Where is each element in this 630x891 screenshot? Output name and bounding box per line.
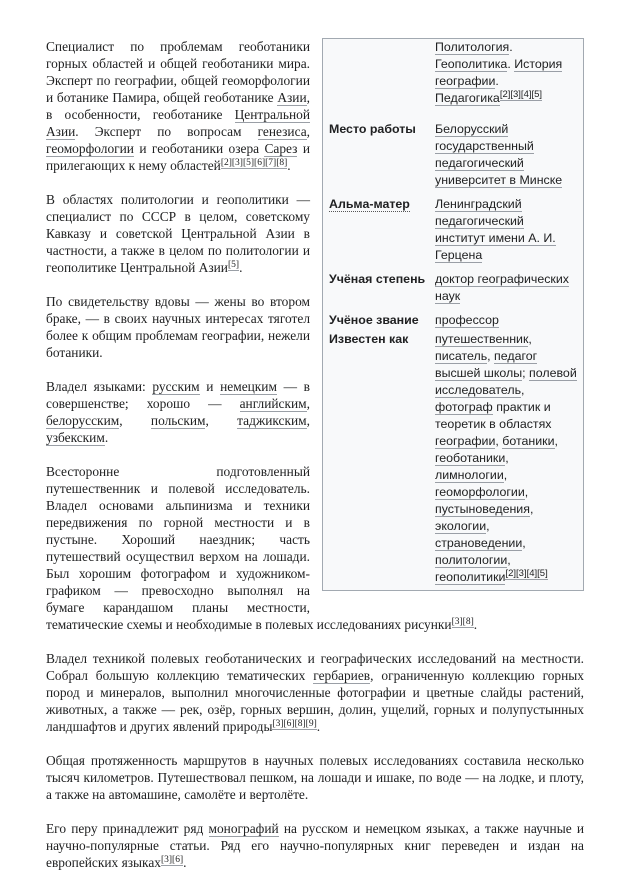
infobox-label: Место работы — [329, 122, 416, 136]
text-run: практик и теоретик в областях — [435, 400, 552, 431]
wiki-link[interactable]: Ленинградский педагогический институт имени А. И. Герцена — [435, 197, 556, 262]
wiki-link[interactable]: монографий — [208, 821, 279, 836]
infobox-value — [435, 312, 577, 329]
citation-ref[interactable]: [3][8] — [451, 616, 474, 627]
text-run: и — [199, 379, 221, 394]
citation-ref[interactable]: [2][3][5][6][7][8] — [220, 157, 288, 168]
text-run: и прилегающих к нему областей — [46, 141, 311, 173]
wiki-link[interactable]: Политология — [435, 40, 510, 54]
text-run: Владел техникой полевых геоботанических и географических исследований на местности. Собрал большую коллекцию тематических — [46, 651, 584, 683]
text-run: . — [316, 719, 321, 734]
text-run: . — [509, 40, 513, 54]
infobox-row-known-for — [329, 331, 577, 586]
infobox-value — [435, 121, 577, 189]
wiki-link[interactable]: лимнологии — [435, 468, 504, 482]
citation-ref[interactable]: [5] — [227, 259, 240, 270]
wiki-link[interactable]: страноведении — [435, 536, 523, 550]
text-run: , — [486, 519, 490, 533]
text-run: , — [529, 502, 534, 516]
text-run: на русском и немецком языках, а также научные и научно-популярные статьи. Ряд его научно-популярных книг переведен и издан на европейских языках — [46, 821, 584, 870]
wiki-link[interactable]: геополитики — [435, 570, 506, 584]
wiki-link[interactable]: геоморфологии — [46, 141, 134, 156]
text-run: . — [495, 74, 499, 88]
text-run: , — [306, 124, 310, 139]
text-run: , — [503, 468, 508, 482]
text-run: — в совершенстве; хорошо — — [46, 379, 310, 411]
wiki-link[interactable]: педагог высшей школы — [435, 349, 538, 380]
text-run: , — [505, 451, 509, 465]
wiki-link[interactable]: Сарез — [264, 141, 298, 156]
text-run: , в особенности, геоботанике — [46, 90, 310, 122]
wiki-link[interactable]: генезиса — [257, 124, 307, 139]
wiki-link[interactable]: таджикским — [237, 413, 307, 428]
infobox-row-interests — [329, 39, 577, 107]
wiki-link[interactable]: немецким — [220, 379, 277, 394]
text-run: . Эксперт по вопросам — [75, 124, 258, 139]
infobox-interests-value — [435, 39, 577, 107]
wiki-link[interactable]: профессор — [435, 313, 499, 327]
wiki-link[interactable]: доктор географических наук — [435, 272, 569, 303]
wiki-link[interactable]: пустыноведения — [435, 502, 530, 516]
infobox-value — [435, 331, 577, 586]
text-run: . — [507, 57, 515, 71]
text-run: Его перу принадлежит ряд — [46, 821, 209, 836]
wiki-link[interactable]: писатель — [435, 349, 488, 363]
infobox-row-degree — [329, 271, 577, 305]
paragraph-publications — [46, 820, 584, 871]
wiki-link[interactable]: Белорусский государственный педагогический университет в Минске — [435, 122, 563, 187]
wiki-link[interactable]: Геополитика — [435, 57, 508, 71]
wiki-link[interactable]: путешественник — [435, 332, 529, 346]
text-run: , — [119, 413, 151, 428]
citation-ref[interactable]: [2][3][4][5] — [505, 567, 548, 579]
wiki-link[interactable]: географии — [435, 434, 496, 448]
wiki-link[interactable]: английским — [239, 396, 307, 411]
wiki-link[interactable]: геоботаники — [435, 451, 506, 465]
wiki-link[interactable]: Азии — [277, 90, 307, 105]
infobox-label-empty — [329, 39, 435, 107]
wiki-link[interactable]: экологии — [435, 519, 487, 533]
wiki-link[interactable]: русским — [152, 379, 200, 394]
text-run: Всесторонне подготовленный путешественник и полевой исследователь. Владел основами альпинизма и техники передвижения по горной местности и в пустыне. Хороший наездник; часть путешествий осуществил верхом на лошади. Был хорошим фотографом и художником-графиком — превосходно выполнял на бумаге карандашом планы местности, тематические схемы и необходимые в полевых исследованиях рисунки — [46, 464, 452, 632]
text-run: , — [495, 434, 503, 448]
text-run: . — [287, 158, 291, 173]
wiki-link[interactable]: фотограф — [435, 400, 493, 414]
infobox-label-wrap — [329, 196, 435, 264]
text-run: ; — [522, 366, 530, 380]
text-run: , — [306, 413, 310, 428]
wiki-link[interactable]: польским — [150, 413, 206, 428]
text-run: Общая протяженность маршрутов в научных полевых исследованиях составила несколько тысяч километров. Путешествовал пешком, на лошади и ишаке, по воде — на лодке, и плоту, а также на автомашине, самолёте и вертолёте. — [46, 753, 584, 802]
wiki-link[interactable]: полевой исследователь — [435, 366, 577, 397]
infobox-label: Известен как — [329, 332, 409, 346]
text-run: , — [522, 536, 526, 550]
text-run: . — [239, 260, 243, 275]
text-run: , — [528, 332, 532, 346]
infobox-label[interactable]: Альма-матер — [329, 197, 410, 211]
infobox-row-workplace — [329, 121, 577, 189]
text-run: , — [521, 383, 525, 397]
text-run: , — [554, 434, 558, 448]
text-run: . — [183, 855, 187, 870]
infobox-row-alma-mater — [329, 196, 577, 264]
wiki-link[interactable]: геоморфологии — [435, 485, 525, 499]
infobox-label: Учёная степень — [329, 272, 426, 286]
wiki-link[interactable]: История географии — [435, 57, 563, 88]
citation-ref[interactable]: [3][6][8][9] — [272, 718, 317, 729]
text-run: , — [524, 485, 529, 499]
text-run: и геоботаники озера — [133, 141, 265, 156]
text-run: Владел языками: — [46, 379, 153, 394]
wiki-link[interactable]: политологии — [435, 553, 508, 567]
text-run: В областях политологии и геополитики — специалист по СССР в целом, советскому Кавказу и советской Центральной Азии в частности, а также в целом по политологии и геополитике Центральной Азии — [46, 192, 310, 275]
wiki-link[interactable]: узбекским — [46, 430, 105, 445]
infobox-value — [435, 196, 577, 264]
infobox — [322, 38, 584, 591]
text-run: , ограниченную коллекцию горных пород и минералов, выполнил многочисленные фотографии и цветные слайды растений, животных, а также — рек, озёр, горных вершин, долин, ущелий, горных и полупустынных ландшафтов и других явлений природы — [46, 668, 584, 734]
text-run: , — [487, 349, 495, 363]
wiki-link[interactable]: Центральной Азии — [46, 107, 310, 139]
infobox-row-title — [329, 312, 577, 329]
text-run: , — [205, 413, 238, 428]
text-run: , — [507, 553, 511, 567]
text-run: Специалист по проблемам геоботаники горных областей и общей геоботаники мира. Эксперт по географии, общей геоморфологии и ботанике Памира, общей геоботанике — [46, 39, 310, 105]
wiki-link[interactable]: Педагогика — [435, 91, 500, 105]
wiki-link[interactable]: ботаники — [502, 434, 555, 448]
text-run: . — [104, 430, 109, 445]
paragraph-field-research — [46, 650, 584, 735]
text-run: По свидетельству вдовы — жены во втором браке, — в своих научных интересах тяготел более к общим проблемам географии, нежели ботаники. — [46, 294, 310, 360]
citation-ref[interactable]: [3][6] — [160, 854, 184, 865]
infobox-value — [435, 271, 577, 305]
wiki-link[interactable]: гербариев — [313, 668, 371, 683]
wiki-link[interactable]: белорусским — [46, 413, 120, 428]
text-run: . — [473, 617, 478, 632]
citation-ref[interactable]: [2][3][4][5] — [499, 88, 543, 100]
paragraph-routes — [46, 752, 584, 803]
infobox-label: Учёное звание — [329, 313, 419, 327]
article-body — [46, 38, 584, 888]
text-run: , — [306, 396, 310, 411]
